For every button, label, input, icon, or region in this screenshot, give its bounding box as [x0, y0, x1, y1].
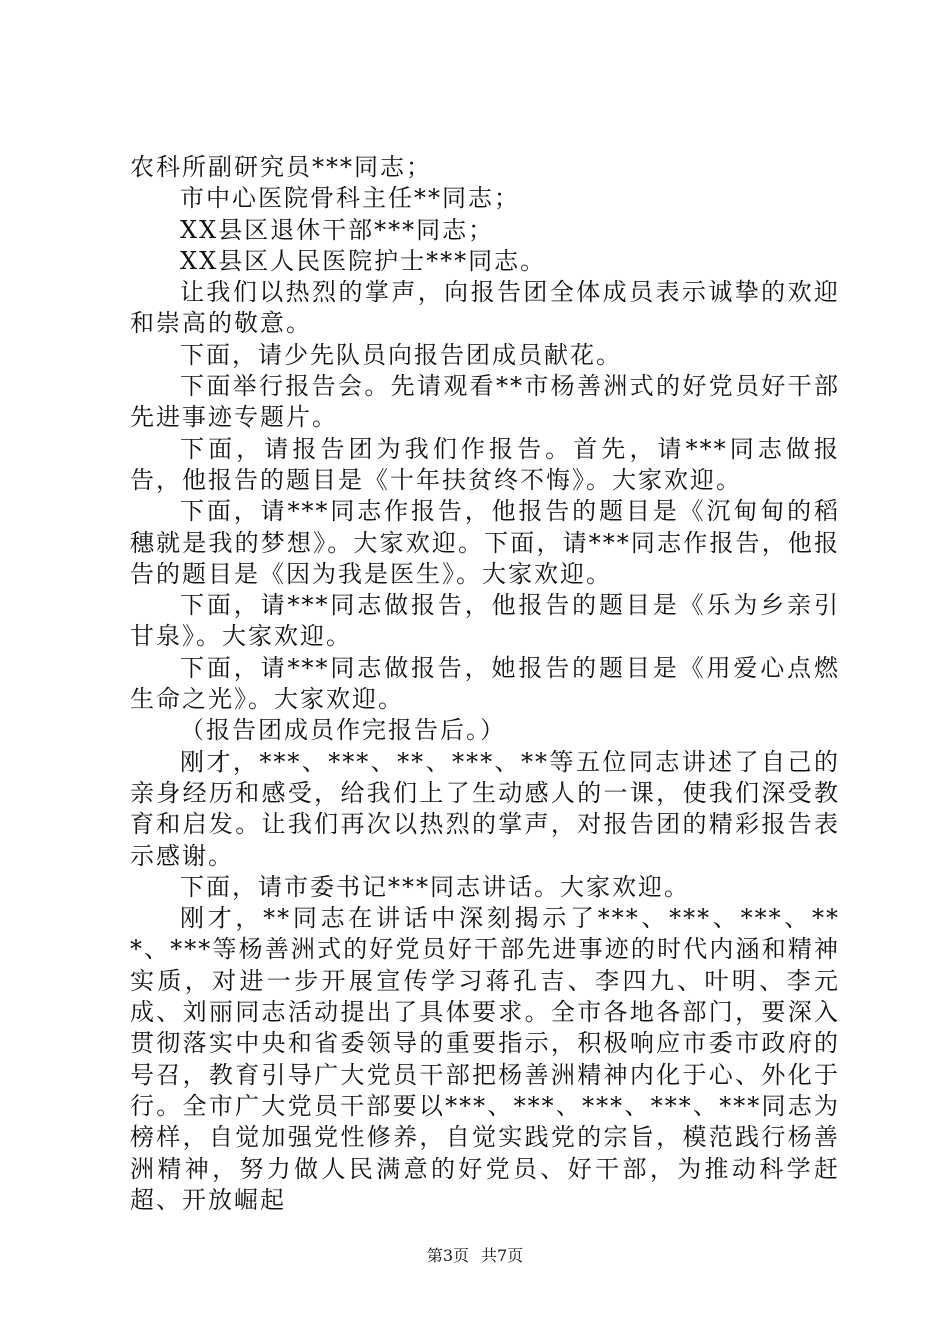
paragraph: 下面，请市委书记***同志讲话。大家欢迎。: [180, 872, 690, 901]
paragraph: XX县区人民医院护士***同志。: [180, 246, 547, 275]
paragraph: 刚才，**同志在讲话中深刻揭示了***、***、***、***、***等杨善洲式的好党员好干部先进事迹的时代内涵和精神实质，对进一步开展宣传学习蒋孔吉、李四九、叶明、李元成、刘丽同志活动提出了具体要求。全市各地各部门，要深入贯彻落实中央和省委领导的重要指示，积极响应市委市政府的号召，教育引导广大党员干部把杨善洲精神内化于心、外化于行。全市广大党员干部要以***、***、***、***、***同志为榜样，自觉加强党性修养，自觉实践党的宗旨，模范践行杨善洲精神，努力做人民满意的好党员、好干部，为推动科学赶超、开放崛起: [130, 904, 840, 1214]
page-total: 共7页: [481, 1246, 524, 1265]
page-footer: [0, 1246, 950, 1266]
paragraph: 下面，请***同志作报告，他报告的题目是《沉甸甸的稻穗就是我的梦想》。大家欢迎。下面，请***同志作报告，他报告的题目是《因为我是医生》。大家欢迎。: [130, 497, 840, 588]
document-body: [130, 152, 840, 1216]
page-number: 第3页: [426, 1246, 469, 1265]
paragraph: 下面举行报告会。先请观看**市杨善洲式的好党员好干部先进事迹专题片。: [130, 372, 840, 432]
paragraph: （报告团成员作完报告后。）: [180, 716, 506, 745]
paragraph: 刚才，***、***、**、***、**等五位同志讲述了自己的亲身经历和感受，给我们上了生动感人的一课，使我们深受教育和启发。让我们再次以热烈的掌声，对报告团的精彩报告表示感谢。: [130, 747, 840, 870]
paragraph: XX县区退休干部***同志；: [180, 215, 495, 244]
paragraph: 农科所副研究员***同志；: [130, 153, 432, 181]
paragraph: 下面，请***同志做报告，他报告的题目是《乐为乡亲引甘泉》。大家欢迎。: [130, 591, 840, 651]
paragraph: 让我们以热烈的掌声，向报告团全体成员表示诚挚的欢迎和崇高的敬意。: [130, 278, 840, 338]
paragraph: 下面，请报告团为我们作报告。首先，请***同志做报告，他报告的题目是《十年扶贫终不悔》。大家欢迎。: [130, 434, 840, 494]
paragraph: 下面，请少先队员向报告团成员献花。: [180, 340, 622, 369]
paragraph: 市中心医院骨科主任**同志；: [180, 184, 520, 213]
paragraph: 下面，请***同志做报告，她报告的题目是《用爱心点燃生命之光》。大家欢迎。: [130, 653, 840, 714]
